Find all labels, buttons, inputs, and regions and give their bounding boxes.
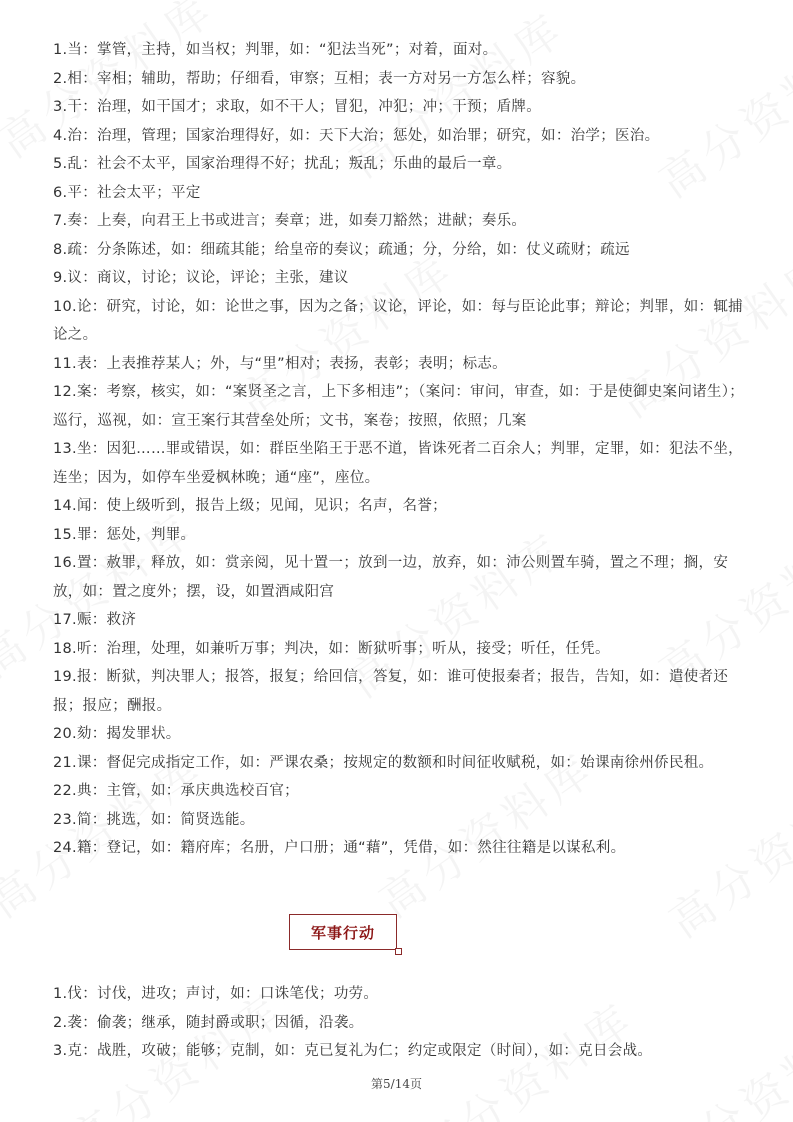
list-item: 3.干：治理，如干国才；求取，如不干人；冒犯，冲犯；冲；干预；盾牌。 [53,99,542,115]
list-item: 5.乱：社会不太平，国家治理得不好；扰乱；叛乱；乐曲的最后一章。 [53,156,512,172]
list-item: 15.罪：惩处，判罪。 [53,526,196,543]
list-item: 4.治：治理，管理；国家治理得好，如：天下大治；惩处，如治罪；研究，如：治学；医治。 [53,127,660,144]
list-item: 10.论：研究，讨论，如：论世之事，因为之备；议论，评论，如：每与臣论此事；辩论；判罪，如：辄捕论之。 [53,298,743,343]
list-item: 2.相：宰相；辅助，帮助；仔细看，审察；互相；表一方对另一方怎么样；容貌。 [53,70,586,87]
list-item: 24.籍：登记，如：籍府库；名册，户口册；通“藉”，凭借，如：然往往籍是以谋私利。 [53,840,626,856]
section-heading-box [289,914,399,952]
vocabulary-list-governance [53,36,748,863]
resize-handle-icon [395,948,402,955]
list-item: 20.劾：揭发罪状。 [53,726,181,742]
list-item: 8.疏：分条陈述，如：细疏其能；给皇帝的奏议；疏通；分，分给，如：仗义疏财；疏远 [53,241,630,258]
list-item: 22.典：主管，如：承庆典选校百官； [53,783,299,799]
list-item: 3.克：战胜，攻破；能够；克制，如：克已复礼为仁；约定或限定（时间），如：克日会战。 [53,1043,653,1059]
list-item: 18.听：治理，处理，如兼听万事；判决，如：断狱听事；听从，接受；听任，任凭。 [53,640,610,657]
section-title: 军事行动 [289,914,397,950]
list-item: 7.奏：上奏，向君王上书或进言；奏章；进，如奏刀豁然；进献；奏乐。 [53,213,527,229]
list-item: 11.表：上表推荐某人；外，与“里”相对；表扬，表彰；表明；标志。 [53,355,507,372]
list-item: 1.伐：讨伐，进攻；声讨，如：口诛笔伐；功劳。 [53,986,379,1002]
list-item: 2.袭：偷袭；继承，随封爵或职；因循，沿袭。 [53,1014,364,1031]
vocabulary-list-military [53,980,748,1066]
list-item: 16.置：赦罪，释放，如：赏亲阅，见十置一；放到一边，放弃，如：沛公则置车骑，置之不理；搁，安放，如：置之度外；摆，设，如置酒咸阳宫 [53,555,729,600]
list-item: 17.赈：救济 [53,612,137,628]
list-item: 13.坐：因犯……罪或错误，如：群臣坐陷王于恶不道，皆诛死者二百余人；判罪，定罪，如：犯法不坐，连坐；因为，如停车坐爱枫林晚；通“座”，座位。 [53,441,743,486]
list-item: 6.平：社会太平；平定 [53,184,201,201]
list-item: 23.简：挑选，如：简贤选能。 [53,811,255,828]
list-item: 1.当：掌管，主持，如当权；判罪，如：“犯法当死”；对着，面对。 [53,42,498,58]
list-item: 21.课：督促完成指定工作，如：严课农桑；按规定的数额和时间征收赋税，如：始课南徐州侨民租。 [53,754,714,771]
page-number: 第5/14页 [371,1077,422,1091]
list-item: 9.议：商议，讨论；议论，评论；主张，建议 [53,270,349,286]
list-item: 19.报：断狱，判决罪人；报答，报复；给回信，答复，如：谁可使报秦者；报告，告知，如：遣使者还报；报应；酬报。 [53,669,729,714]
list-item: 14.闻：使上级听到，报告上级；见闻，见识；名声，名誉； [53,498,447,514]
list-item: 12.案：考察，核实，如：“案贤圣之言，上下多相违”；（案问：审问，审查，如：于是使御史案问诸生）；巡行，巡视，如：宣王案行其营垒处所；文书，案卷；按照，依照；几案 [53,384,745,429]
